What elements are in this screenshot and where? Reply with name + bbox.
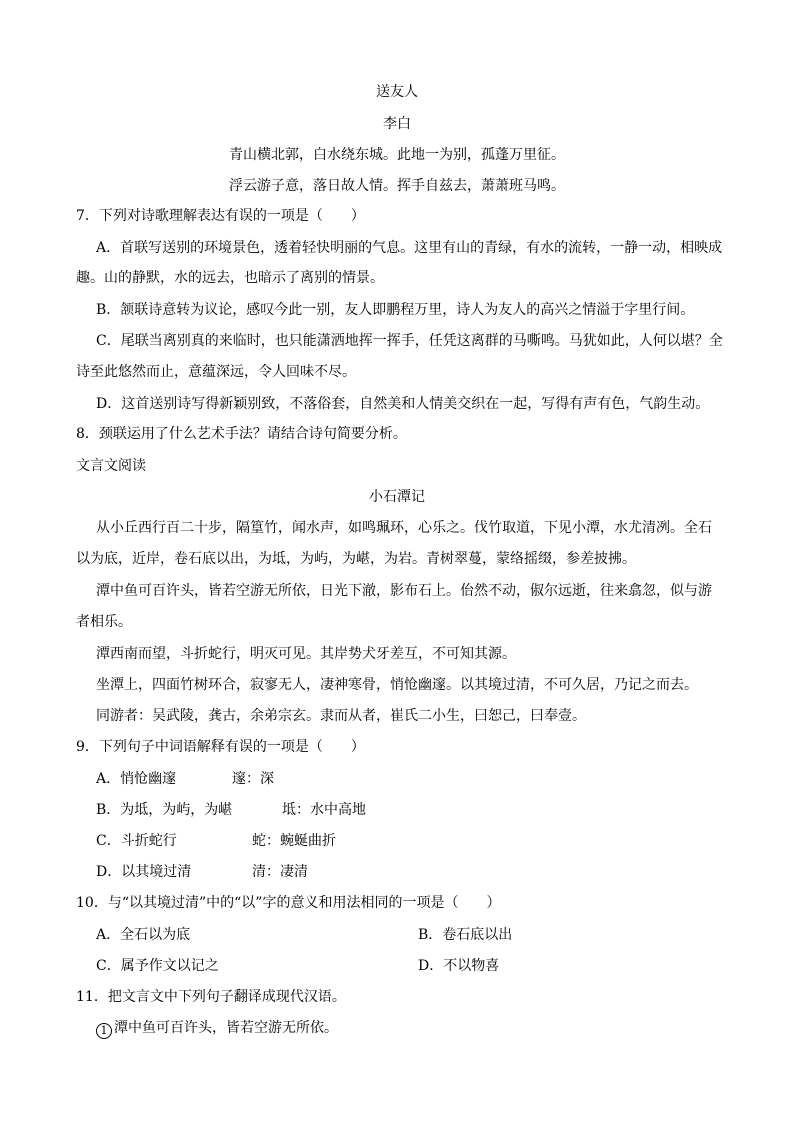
poem-author: 李白	[383, 116, 411, 132]
question-10-option-a: A．全石以为底	[96, 927, 191, 943]
prose-paragraph-cont: 以为底，近岸，卷石底以出，为坻，为屿，为嵁，为岩。青树翠蔓，蒙络摇缀，参差披拂。	[76, 551, 636, 567]
poem-title: 送友人	[376, 84, 418, 100]
question-8-stem: 8．颈联运用了什么艺术手法？请结合诗句简要分析。	[76, 426, 407, 442]
option-text: A．悄怆幽邃	[96, 771, 177, 787]
question-10-option-d: D．不以物喜	[418, 958, 500, 974]
question-7-option-d: D．这首送别诗写得新颖别致，不落俗套，自然美和人情美交织在一起，写得有声有色，气韵生动。	[96, 396, 710, 412]
question-7-option-c-cont: 诗至此悠然而止，意蕴深远，令人回味不尽。	[76, 364, 356, 380]
prose-paragraph: 从小丘西行百二十步，隔篁竹，闻水声，如鸣珮环，心乐之。伐竹取道，下见小潭，水尤清冽。全石	[96, 520, 712, 536]
prose-paragraph-cont: 者相乐。	[76, 614, 132, 630]
question-7-option-b: B．颔联诗意转为议论，感叹今此一别，友人即鹏程万里，诗人为友人的高兴之情溢于字里行间。	[96, 302, 695, 318]
prose-paragraph: 潭中鱼可百许头，皆若空游无所依，日光下澈，影布石上。佁然不动，俶尔远逝，往来翕忽，似与游	[96, 583, 712, 599]
option-text: C．斗折蛇行	[96, 833, 177, 849]
question-10-option-c: C．属予作文以记之	[96, 958, 219, 974]
option-gloss: 蛇：蜿蜒曲折	[252, 833, 336, 849]
question-7-option-a-cont: 趣。山的静默，水的远去，也暗示了离别的情景。	[76, 270, 384, 286]
question-9-stem: 9．下列句子中词语解释有误的一项是（ ）	[76, 739, 365, 755]
option-gloss: 清：凄清	[252, 864, 308, 880]
question-9-option	[96, 800, 366, 820]
prose-title: 小石潭记	[369, 489, 425, 505]
question-7-stem: 7．下列对诗歌理解表达有误的一项是（ ）	[76, 208, 365, 224]
item-text: 潭中鱼可百许头，皆若空游无所依。	[114, 1020, 338, 1036]
question-11-stem: 11．把文言文中下列句子翻译成现代汉语。	[76, 989, 346, 1005]
prose-paragraph: 坐潭上，四面竹树环合，寂寥无人，凄神寒骨，悄怆幽邃。以其境过清，不可久居，乃记之而去。	[96, 677, 698, 693]
question-7-option-c: C．尾联当离别真的来临时，也只能潇洒地挥一挥手，任凭这离群的马嘶鸣。马犹如此，人何以堪？全	[96, 333, 723, 349]
question-9-option	[96, 831, 336, 851]
question-11-item	[96, 1018, 338, 1039]
prose-paragraph: 潭西南而望，斗折蛇行，明灭可见。其岸势犬牙差互，不可知其源。	[96, 646, 516, 662]
section-label: 文言文阅读	[76, 458, 146, 474]
question-10-stem: 10．与“以其境过清”中的“以”字的意义和用法相同的一项是（ ）	[76, 895, 501, 911]
poem-line: 青山横北郭，白水绕东城。此地一为别，孤蓬万里征。	[229, 147, 565, 163]
option-gloss: 邃：深	[232, 771, 274, 787]
option-text: B．为坻，为屿，为嵁	[96, 802, 233, 818]
question-7-option-a: A．首联写送别的环境景色，透着轻快明丽的气息。这里有山的青绿，有水的流转，一静一动，相映成	[96, 240, 723, 256]
question-9-option	[96, 862, 308, 882]
option-text: D．以其境过清	[96, 864, 192, 880]
option-gloss: 坻：水中高地	[282, 802, 366, 818]
question-9-option	[96, 769, 274, 789]
poem-line: 浮云游子意，落日故人情。挥手自兹去，萧萧班马鸣。	[229, 178, 565, 194]
prose-paragraph: 同游者：吴武陵，龚古，余弟宗玄。隶而从者，崔氏二小生，曰恕己，曰奉壹。	[96, 708, 586, 724]
item-number: 1	[96, 1023, 112, 1039]
question-10-option-b: B．卷石底以出	[418, 927, 513, 943]
